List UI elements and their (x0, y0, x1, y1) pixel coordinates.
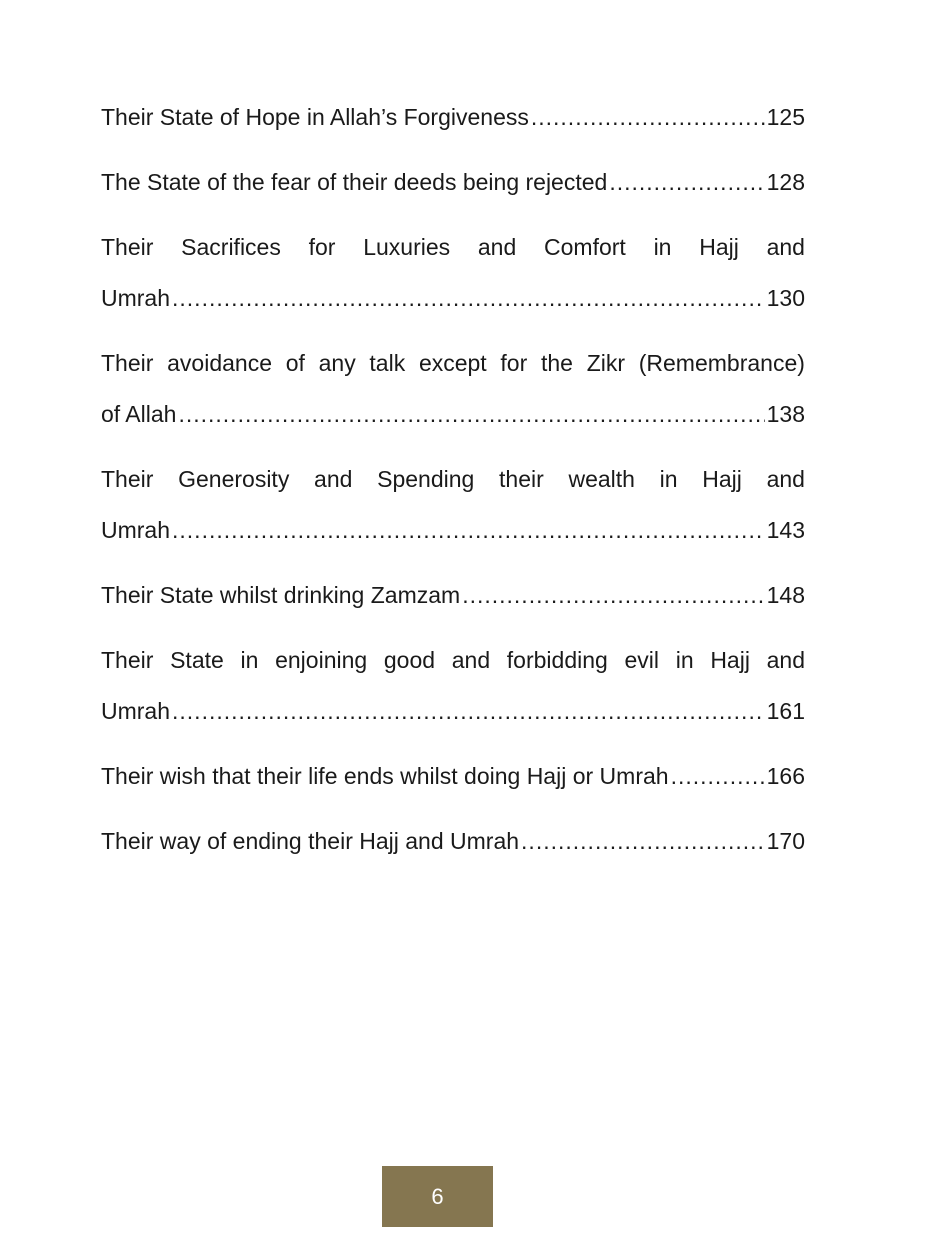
toc-word: evil (624, 647, 660, 673)
toc-entry-title: Their State whilst drinking Zamzam (101, 582, 461, 608)
toc-entry-leader-line (101, 505, 805, 556)
toc-word: (Remembrance) (638, 350, 805, 376)
toc-word: for (500, 350, 528, 376)
toc-entry[interactable] (101, 222, 805, 324)
toc-entry-page-number: 125 (766, 104, 805, 130)
dot-leader (531, 92, 765, 143)
toc-word: in (240, 647, 259, 673)
toc-word: and (766, 466, 805, 492)
toc-entry-title: Umrah (101, 698, 171, 724)
toc-word: in (675, 647, 694, 673)
toc-entry[interactable] (101, 338, 805, 440)
toc-entry-title: Umrah (101, 517, 171, 543)
toc-entry-leader-line (101, 570, 805, 621)
toc-entry[interactable] (101, 751, 805, 802)
toc-word: Zikr (586, 350, 626, 376)
toc-word: Spending (377, 466, 475, 492)
toc-entry-leader-line (101, 273, 805, 324)
toc-entry-title-line (101, 635, 805, 686)
toc-entry-title: Their wish that their life ends whilst doing Hajj or Umrah (101, 763, 669, 789)
toc-word: enjoining (275, 647, 368, 673)
toc-entry-page-number: 148 (766, 582, 805, 608)
toc-entry-leader-line (101, 686, 805, 737)
toc-entry-page-number: 128 (766, 169, 805, 195)
toc-word: Their (101, 466, 154, 492)
toc-word: wealth (568, 466, 635, 492)
toc-word: talk (369, 350, 406, 376)
toc-entry-leader-line (101, 389, 805, 440)
toc-entry[interactable] (101, 635, 805, 737)
toc-entry-title-line (101, 222, 805, 273)
toc-word: Their (101, 234, 154, 260)
toc-entry[interactable] (101, 157, 805, 208)
toc-entry-title: Their State of Hope in Allah’s Forgiveness (101, 104, 529, 130)
toc-entry-page-number: 138 (766, 401, 805, 427)
toc-entry[interactable] (101, 92, 805, 143)
toc-entry-page-number: 130 (766, 285, 805, 311)
toc-entry-page-number: 161 (766, 698, 805, 724)
toc-entry-title-line (101, 454, 805, 505)
toc-word: Hajj (699, 234, 739, 260)
toc-entry[interactable] (101, 816, 805, 867)
toc-word: and (477, 234, 517, 260)
toc-entry-page-number: 166 (766, 763, 805, 789)
toc-word: and (451, 647, 491, 673)
toc-word: of (285, 350, 305, 376)
toc-word: except (418, 350, 487, 376)
page-number: 6 (431, 1183, 444, 1209)
dot-leader (671, 751, 765, 802)
toc-word: avoidance (167, 350, 272, 376)
toc-entry-leader-line (101, 92, 805, 143)
toc-word: State (170, 647, 224, 673)
toc-entry-title: The State of the fear of their deeds being rejected (101, 169, 608, 195)
toc-entry-page-number: 170 (766, 828, 805, 854)
dot-leader (609, 157, 764, 208)
toc-word: Their (101, 350, 154, 376)
toc-word: Hajj (702, 466, 742, 492)
dot-leader (178, 389, 764, 440)
toc-word: Generosity (178, 466, 290, 492)
toc-word: in (653, 234, 672, 260)
toc-word: and (766, 647, 805, 673)
toc-word: the (540, 350, 573, 376)
toc-entry-page-number: 143 (766, 517, 805, 543)
toc-entry-title: Their way of ending their Hajj and Umrah (101, 828, 520, 854)
toc-word: in (659, 466, 678, 492)
toc-word: forbidding (506, 647, 608, 673)
toc-word: their (499, 466, 544, 492)
toc-entry-leader-line (101, 751, 805, 802)
toc-word: Their (101, 647, 154, 673)
dot-leader (172, 686, 765, 737)
toc-word: Hajj (710, 647, 750, 673)
toc-entry-title-line (101, 338, 805, 389)
toc-word: Luxuries (363, 234, 451, 260)
toc-word: and (314, 466, 353, 492)
toc-word: any (318, 350, 356, 376)
table-of-contents (101, 92, 805, 881)
dot-leader (172, 505, 765, 556)
toc-entry[interactable] (101, 454, 805, 556)
toc-entry[interactable] (101, 570, 805, 621)
dot-leader (172, 273, 765, 324)
toc-entry-leader-line (101, 157, 805, 208)
dot-leader (462, 570, 764, 621)
toc-word: and (766, 234, 805, 260)
page-number-badge (382, 1166, 493, 1227)
toc-entry-leader-line (101, 816, 805, 867)
toc-word: Comfort (544, 234, 626, 260)
toc-entry-title: of Allah (101, 401, 177, 427)
toc-word: Sacrifices (181, 234, 281, 260)
toc-word: good (383, 647, 436, 673)
toc-entry-title: Umrah (101, 285, 171, 311)
toc-word: for (308, 234, 336, 260)
dot-leader (521, 816, 765, 867)
